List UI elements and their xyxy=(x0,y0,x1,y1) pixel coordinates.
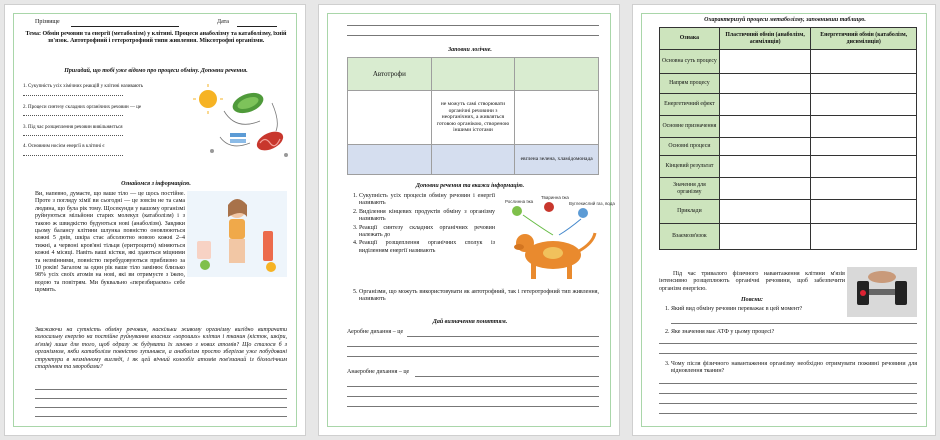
answer-cell[interactable] xyxy=(719,94,811,116)
fill-item: 3. Реакції синтезу складних органічних речовин належать до xyxy=(359,225,495,240)
answer-cell[interactable] xyxy=(811,116,917,138)
logic-cell[interactable] xyxy=(431,145,515,175)
question-item: 1. Який вид обміну речовин переважає в цей момент? xyxy=(671,306,845,313)
question-item: 2. Яке значення має АТФ у цьому процесі? xyxy=(671,329,917,336)
worksheet-page-3 xyxy=(632,4,936,436)
answer-cell[interactable] xyxy=(719,116,811,138)
date-label: Дата xyxy=(217,19,229,25)
info-text: Ви, напевно, думаєте, що ваше тіло — це щось постійне. Проте з погляду хімії ви сьогодні — це зовсім не та сама людина, що була рік тому. Щосекунди у вашому організмі руйнуються мільйони старих молекул (катаболізм) і з такою ж швидкістю будуються нові (анаболізм). Завдяки цьому балансу клітини шлунка повністю оновлюються кожні 5 днів, шкіра стає абсолютно новою кожні 2–4 тижні, а червоні кров'яні тільця (еритроцити) міняються кожні 4 місяці. Навіть ваші кістки, які здаються міцними та незмінними, повністю перебудовуються приблизно за 10 років! Загалом за один рік ваше тіло замінює близько 98% усіх своїх атомів на нові, які ви отримуєте з їжею, водою та повітрям. Ми буквально «перезбираємо» себе щомить. xyxy=(35,191,185,294)
recall-item: 2. Процеси синтезу складних органічних речовин — це xyxy=(23,105,142,111)
terms-heading: Дай визначення поняттям. xyxy=(432,319,508,325)
row-label: Енергетичний ефект xyxy=(660,94,720,116)
row-label: Основна суть процесу xyxy=(660,50,720,74)
table-heading: Охарактеризуй процеси метаболізму, заповнивши таблицю. xyxy=(704,17,866,23)
dog-digestion-illustration xyxy=(503,195,615,285)
answer-cell[interactable] xyxy=(811,156,917,178)
column-header: Ознака xyxy=(660,28,720,50)
image-label: Тваринна їжа xyxy=(541,195,569,200)
logic-cell: евглена зелена, хламідомонада xyxy=(515,145,599,175)
row-label: Значення для організму xyxy=(660,178,720,200)
logic-cell[interactable] xyxy=(431,58,515,91)
logic-cell[interactable] xyxy=(515,91,599,145)
answer-cell[interactable] xyxy=(719,138,811,156)
surname-label: Прізвище xyxy=(35,19,60,25)
logic-cell: не можуть самі створювати органічні речовини з неорганічних, а живляться готовою органікою, створеною іншими істотами xyxy=(431,91,515,145)
logic-heading: Заповни логічне. xyxy=(448,47,492,53)
case-text: Під час тривалого фізичного навантаження клітини м'язів інтенсивно розщеплюють органічні речовини, щоб забезпечити організм енергією. xyxy=(659,271,845,292)
answer-cell[interactable] xyxy=(719,200,811,224)
fill-list-continued xyxy=(347,289,599,305)
sun-icon xyxy=(199,90,217,108)
answer-cell[interactable] xyxy=(811,50,917,74)
answer-cell[interactable] xyxy=(719,74,811,94)
healthy-woman-illustration xyxy=(187,191,287,277)
row-label: Кінцевий результат xyxy=(660,156,720,178)
row-label: Приклади xyxy=(660,200,720,224)
term-anaerobic: Анаеробне дихання – це xyxy=(347,369,410,375)
answer-cell[interactable] xyxy=(811,138,917,156)
answer-cell[interactable] xyxy=(811,200,917,224)
worksheet-page-2 xyxy=(318,4,620,436)
fill-item: 1. Сукупність усіх процесів обміну речовин і енергії називають xyxy=(359,193,495,208)
recall-item: 3. Під час розщеплення речовин вивільняється xyxy=(23,124,123,130)
logic-cell[interactable] xyxy=(515,58,599,91)
questions-list xyxy=(659,329,917,337)
mitochondrion-icon xyxy=(254,128,286,154)
fill-item: 2. Виділення кінцевих продуктів обміну з організму називають xyxy=(359,209,495,224)
fill-item: 4. Реакції розщеплення органічних сполук із виділенням енергії називають xyxy=(359,240,495,255)
answer-cell[interactable] xyxy=(719,178,811,200)
answer-cell[interactable] xyxy=(719,224,811,250)
answer-cell[interactable] xyxy=(811,74,917,94)
image-label: Рослинна їжа xyxy=(505,199,534,204)
answer-cell[interactable] xyxy=(811,178,917,200)
answer-cell[interactable] xyxy=(811,224,917,250)
row-label: Напрям процесу xyxy=(660,74,720,94)
row-label: Основні процеси xyxy=(660,138,720,156)
recall-item: 1. Сукупність усіх хімічних реакцій у клітині називають xyxy=(23,84,144,89)
fill-heading: Доповни речення та вкажи інформацію. xyxy=(415,183,525,189)
info-heading: Ознайомся з інформацією. xyxy=(121,181,191,187)
dumbbell-photo xyxy=(847,267,917,317)
logic-cell[interactable] xyxy=(348,91,432,145)
recall-item: 4. Основним носієм енергії в клітині є xyxy=(23,144,105,150)
row-label: Основне призначення xyxy=(660,116,720,138)
fill-list xyxy=(347,193,495,256)
fill-item: 5. Організми, що можуть використовувати як автотрофний, так і гетеротрофний тип живлення, називають xyxy=(359,289,599,304)
logic-cell: Автотрофи xyxy=(348,58,432,91)
worksheet-page-1 xyxy=(4,4,306,436)
logic-cell[interactable] xyxy=(348,145,432,175)
metabolism-table xyxy=(659,27,917,250)
answer-cell[interactable] xyxy=(719,156,811,178)
column-header: Енергетичний обмін (катаболізм, дисиміляція) xyxy=(811,28,917,50)
logic-table xyxy=(347,57,599,175)
row-label: Взаємозв'язок xyxy=(660,224,720,250)
metabolism-diagram xyxy=(190,81,298,161)
column-header: Пластичний обмін (анаболізм, асиміляція) xyxy=(719,28,811,50)
topic-title: Тема: Обмін речовин та енергії (метаболізм) у клітині. Процеси анаболізму та катаболізму, їхній зв'язок. Автотрофний і гетеротрофний типи живлення. Міксотрофні організми. xyxy=(25,31,287,45)
questions-list xyxy=(659,361,917,377)
answer-cell[interactable] xyxy=(719,50,811,74)
explain-heading: Поясни: xyxy=(740,297,763,303)
recall-heading: Пригадай, що тобі уже відомо про процеси обміну. Доповни речення. xyxy=(64,68,248,74)
questions-list xyxy=(659,306,845,314)
reflect-text: Зважаючи на сутність обміну речовин, наскільки живому організму вигідно витрачати колосальну енергію на постійне руйнування власних «хороших» клітин і тканин (кісток, шкіри, м'язів) лише для того, щоб одразу ж будувати їх заново з нових атомів? Що сталося б з організмом, якби катаболізм повністю зупинився, а анаболізм просто зберігав уже побудовані структури в незмінному вигляді, і як цей вічний колообіг атомів пов'язаний із біологічним старінням та хворобами? xyxy=(35,327,287,371)
image-label: Вуглекислий газ, вода xyxy=(569,201,615,206)
question-item: 3. Чому після фізичного навантаження організму необхідно отримувати поживні речовини для відновлення тканин? xyxy=(671,361,917,376)
answer-cell[interactable] xyxy=(811,94,917,116)
term-aerobic: Аеробне дихання – це xyxy=(347,329,404,335)
